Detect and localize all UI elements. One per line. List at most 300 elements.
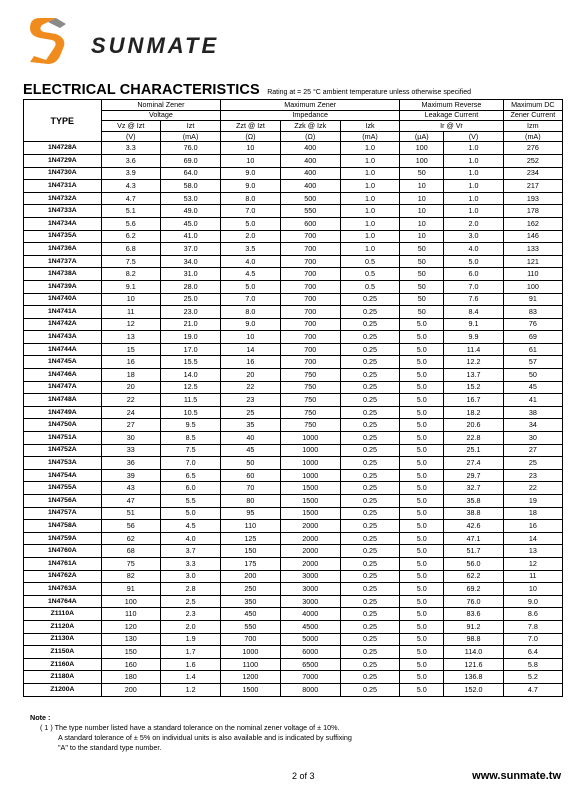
value-cell: 70 [221, 482, 280, 495]
value-cell: 750 [280, 394, 340, 407]
value-cell: 27 [101, 419, 160, 432]
type-cell: Z1120A [24, 620, 102, 633]
value-cell: 4.7 [503, 683, 562, 696]
value-cell: 5.0 [400, 595, 444, 608]
value-cell: 5000 [280, 633, 340, 646]
value-cell: 1.0 [340, 142, 399, 155]
value-cell: 22.8 [444, 432, 503, 445]
type-cell: 1N4754A [24, 469, 102, 482]
value-cell: 82 [101, 570, 160, 583]
value-cell: 22 [503, 482, 562, 495]
value-cell: 100 [400, 154, 444, 167]
value-cell: 5.0 [400, 633, 444, 646]
value-cell: 10 [221, 154, 280, 167]
table-row [24, 608, 563, 621]
value-cell: 0.25 [340, 646, 399, 659]
value-cell: 0.25 [340, 570, 399, 583]
value-cell: 3.5 [221, 243, 280, 256]
value-cell: 1.0 [444, 154, 503, 167]
unit-header: (µA) [400, 131, 444, 142]
value-cell: 200 [101, 683, 160, 696]
value-cell: 7000 [280, 671, 340, 684]
table-body [24, 142, 563, 696]
value-cell: 1.0 [340, 154, 399, 167]
value-cell: 5.1 [101, 205, 160, 218]
type-cell: 1N4758A [24, 520, 102, 533]
value-cell: 500 [280, 192, 340, 205]
value-cell: 350 [221, 595, 280, 608]
type-cell: 1N4734A [24, 217, 102, 230]
value-cell: 30 [101, 432, 160, 445]
value-cell: 1200 [221, 671, 280, 684]
value-cell: 0.25 [340, 356, 399, 369]
type-cell: 1N4743A [24, 331, 102, 344]
value-cell: 5.0 [400, 343, 444, 356]
type-header: TYPE [24, 100, 102, 142]
value-cell: 10 [400, 180, 444, 193]
value-cell: 39 [101, 469, 160, 482]
value-cell: 31.0 [160, 268, 220, 281]
value-cell: 57 [503, 356, 562, 369]
value-cell: 14 [503, 532, 562, 545]
value-cell: 18 [101, 369, 160, 382]
type-cell: 1N4728A [24, 142, 102, 155]
value-cell: 110 [503, 268, 562, 281]
value-cell: 5.0 [400, 646, 444, 659]
value-cell: 18 [503, 507, 562, 520]
value-cell: 3000 [280, 595, 340, 608]
value-cell: 150 [221, 545, 280, 558]
value-cell: 0.25 [340, 557, 399, 570]
value-cell: 4.0 [160, 532, 220, 545]
value-cell: 7.0 [221, 293, 280, 306]
value-cell: 12 [503, 557, 562, 570]
table-row [24, 671, 563, 684]
value-cell: 2.0 [221, 230, 280, 243]
table-row [24, 545, 563, 558]
value-cell: 5.0 [400, 683, 444, 696]
value-cell: 5.0 [400, 369, 444, 382]
value-cell: 25.1 [444, 444, 503, 457]
value-cell: 0.25 [340, 683, 399, 696]
value-cell: 1.0 [340, 230, 399, 243]
value-cell: 1000 [221, 646, 280, 659]
value-cell: 1100 [221, 658, 280, 671]
value-cell: 18.2 [444, 406, 503, 419]
value-cell: 20 [221, 369, 280, 382]
value-cell: 64.0 [160, 167, 220, 180]
value-cell: 10 [221, 331, 280, 344]
table-row [24, 457, 563, 470]
value-cell: 1.0 [340, 217, 399, 230]
value-cell: 750 [280, 419, 340, 432]
value-cell: 50 [400, 243, 444, 256]
value-cell: 0.25 [340, 620, 399, 633]
value-cell: 0.25 [340, 369, 399, 382]
table-row [24, 495, 563, 508]
value-cell: 9.1 [101, 280, 160, 293]
table-row [24, 167, 563, 180]
value-cell: 3.0 [160, 570, 220, 583]
value-cell: 4.0 [221, 255, 280, 268]
value-cell: 43 [101, 482, 160, 495]
value-cell: 7.0 [160, 457, 220, 470]
value-cell: 2000 [280, 532, 340, 545]
value-cell: 1.7 [160, 646, 220, 659]
value-cell: 700 [280, 255, 340, 268]
value-cell: 130 [101, 633, 160, 646]
group-header: Maximum Zener [221, 100, 400, 111]
group-header-line2: Voltage [101, 110, 221, 121]
table-row [24, 469, 563, 482]
value-cell: 0.25 [340, 381, 399, 394]
value-cell: 62.2 [444, 570, 503, 583]
value-cell: 5.0 [400, 482, 444, 495]
table-row [24, 394, 563, 407]
value-cell: 6.4 [503, 646, 562, 659]
value-cell: 30 [503, 432, 562, 445]
value-cell: 27.4 [444, 457, 503, 470]
type-cell: Z1200A [24, 683, 102, 696]
value-cell: 1500 [221, 683, 280, 696]
note-line: ( 1 ) The type number listed have a standard tolerance on the nominal zener voltage of ± 10%. [40, 723, 340, 732]
type-cell: 1N4761A [24, 557, 102, 570]
value-cell: 9.1 [444, 318, 503, 331]
value-cell: 69.2 [444, 583, 503, 596]
table-row [24, 532, 563, 545]
value-cell: 19 [503, 495, 562, 508]
type-cell: 1N4744A [24, 343, 102, 356]
brand-name: SUNMATE [91, 33, 220, 58]
value-cell: 5.2 [503, 671, 562, 684]
value-cell: 4.3 [101, 180, 160, 193]
param-header: Izk [340, 121, 399, 132]
type-cell: 1N4741A [24, 306, 102, 319]
value-cell: 12.5 [160, 381, 220, 394]
value-cell: 750 [280, 381, 340, 394]
unit-header: (Ω) [221, 131, 280, 142]
value-cell: 69.0 [160, 154, 220, 167]
value-cell: 5.0 [400, 620, 444, 633]
value-cell: 0.25 [340, 444, 399, 457]
value-cell: 6000 [280, 646, 340, 659]
value-cell: 3.3 [101, 142, 160, 155]
value-cell: 7.0 [221, 205, 280, 218]
value-cell: 2.0 [444, 217, 503, 230]
value-cell: 1500 [280, 482, 340, 495]
value-cell: 0.25 [340, 495, 399, 508]
value-cell: 91 [503, 293, 562, 306]
value-cell: 76.0 [444, 595, 503, 608]
unit-header: (mA) [160, 131, 220, 142]
type-cell: Z1150A [24, 646, 102, 659]
value-cell: 19.0 [160, 331, 220, 344]
table-row [24, 154, 563, 167]
type-cell: 1N4742A [24, 318, 102, 331]
value-cell: 160 [101, 658, 160, 671]
value-cell: 8.4 [444, 306, 503, 319]
value-cell: 0.25 [340, 419, 399, 432]
table-row [24, 419, 563, 432]
value-cell: 1.0 [444, 180, 503, 193]
type-cell: 1N4760A [24, 545, 102, 558]
value-cell: 0.25 [340, 608, 399, 621]
param-header: Izm [503, 121, 562, 132]
value-cell: 0.25 [340, 432, 399, 445]
value-cell: 32.7 [444, 482, 503, 495]
value-cell: 5.0 [400, 469, 444, 482]
group-header: Maximum Reverse [400, 100, 503, 111]
value-cell: 25 [503, 457, 562, 470]
value-cell: 10 [400, 205, 444, 218]
section-heading [23, 81, 563, 99]
note-line: "A" to the standard type number. [58, 743, 162, 752]
type-cell: 1N4738A [24, 268, 102, 281]
value-cell: 38 [503, 406, 562, 419]
table-row [24, 683, 563, 696]
value-cell: 5.0 [400, 507, 444, 520]
type-cell: 1N4757A [24, 507, 102, 520]
value-cell: 20.6 [444, 419, 503, 432]
value-cell: 110 [221, 520, 280, 533]
table-row [24, 507, 563, 520]
table-row [24, 520, 563, 533]
value-cell: 47.1 [444, 532, 503, 545]
type-cell: 1N4759A [24, 532, 102, 545]
value-cell: 125 [221, 532, 280, 545]
type-cell: Z1180A [24, 671, 102, 684]
value-cell: 4.0 [444, 243, 503, 256]
value-cell: 76 [503, 318, 562, 331]
value-cell: 7.0 [503, 633, 562, 646]
table-row [24, 318, 563, 331]
value-cell: 550 [221, 620, 280, 633]
value-cell: 1.0 [444, 192, 503, 205]
type-cell: 1N4747A [24, 381, 102, 394]
value-cell: 700 [280, 343, 340, 356]
value-cell: 1000 [280, 457, 340, 470]
table-row [24, 646, 563, 659]
value-cell: 75 [101, 557, 160, 570]
value-cell: 9.0 [221, 167, 280, 180]
value-cell: 1500 [280, 507, 340, 520]
value-cell: 0.25 [340, 520, 399, 533]
value-cell: 16 [221, 356, 280, 369]
value-cell: 200 [221, 570, 280, 583]
sunmate-logo-icon [26, 16, 70, 66]
value-cell: 400 [280, 154, 340, 167]
value-cell: 69 [503, 331, 562, 344]
value-cell: 41 [503, 394, 562, 407]
value-cell: 750 [280, 406, 340, 419]
value-cell: 0.25 [340, 671, 399, 684]
table-row [24, 620, 563, 633]
value-cell: 9.0 [221, 318, 280, 331]
table-row [24, 142, 563, 155]
value-cell: 5.0 [400, 545, 444, 558]
value-cell: 1500 [280, 495, 340, 508]
value-cell: 1000 [280, 444, 340, 457]
value-cell: 1000 [280, 432, 340, 445]
table-row [24, 255, 563, 268]
value-cell: 252 [503, 154, 562, 167]
table-row [24, 633, 563, 646]
value-cell: 700 [280, 230, 340, 243]
value-cell: 7.5 [101, 255, 160, 268]
value-cell: 700 [280, 280, 340, 293]
group-header-line2: Zener Current [503, 110, 562, 121]
value-cell: 4.5 [160, 520, 220, 533]
value-cell: 40 [221, 432, 280, 445]
value-cell: 2.3 [160, 608, 220, 621]
type-cell: 1N4729A [24, 154, 102, 167]
value-cell: 121 [503, 255, 562, 268]
note-heading: Note : [30, 713, 51, 722]
note-line: A standard tolerance of ± 5% on individual units is also available and is indicated by suffixing [58, 733, 352, 742]
page-number: 2 of 3 [292, 771, 315, 781]
value-cell: 100 [101, 595, 160, 608]
table-row [24, 381, 563, 394]
value-cell: 700 [221, 633, 280, 646]
value-cell: 0.25 [340, 532, 399, 545]
type-cell: 1N4764A [24, 595, 102, 608]
value-cell: 50 [400, 306, 444, 319]
group-header: Nominal Zener [101, 100, 221, 111]
group-header-line2: Impedance [221, 110, 400, 121]
value-cell: 120 [101, 620, 160, 633]
value-cell: 9.0 [221, 180, 280, 193]
value-cell: 28.0 [160, 280, 220, 293]
value-cell: 50 [503, 369, 562, 382]
value-cell: 61 [503, 343, 562, 356]
value-cell: 3.3 [160, 557, 220, 570]
value-cell: 1.0 [340, 192, 399, 205]
value-cell: 13 [503, 545, 562, 558]
table-row [24, 343, 563, 356]
rating-note: Rating at = 25 °C ambient temperature unless otherwise specified [267, 89, 471, 96]
value-cell: 6.2 [101, 230, 160, 243]
value-cell: 83.6 [444, 608, 503, 621]
value-cell: 10 [101, 293, 160, 306]
value-cell: 13.7 [444, 369, 503, 382]
value-cell: 5.0 [400, 532, 444, 545]
value-cell: 23.0 [160, 306, 220, 319]
value-cell: 1.0 [340, 205, 399, 218]
value-cell: 50 [400, 255, 444, 268]
value-cell: 5.0 [400, 608, 444, 621]
website-link[interactable]: www.sunmate.tw [472, 770, 561, 782]
value-cell: 10.5 [160, 406, 220, 419]
value-cell: 5.0 [400, 570, 444, 583]
value-cell: 13 [101, 331, 160, 344]
value-cell: 5.0 [221, 217, 280, 230]
table-row [24, 180, 563, 193]
value-cell: 10 [400, 217, 444, 230]
value-cell: 0.5 [340, 268, 399, 281]
value-cell: 193 [503, 192, 562, 205]
value-cell: 16 [101, 356, 160, 369]
value-cell: 400 [280, 142, 340, 155]
value-cell: 180 [101, 671, 160, 684]
value-cell: 38.8 [444, 507, 503, 520]
value-cell: 10 [503, 583, 562, 596]
value-cell: 42.6 [444, 520, 503, 533]
value-cell: 8.0 [221, 192, 280, 205]
value-cell: 5.0 [400, 557, 444, 570]
value-cell: 68 [101, 545, 160, 558]
value-cell: 7.8 [503, 620, 562, 633]
value-cell: 700 [280, 331, 340, 344]
value-cell: 4000 [280, 608, 340, 621]
value-cell: 1.9 [160, 633, 220, 646]
param-header: Ir @ Vr [400, 121, 503, 132]
value-cell: 76.0 [160, 142, 220, 155]
value-cell: 276 [503, 142, 562, 155]
value-cell: 16 [503, 520, 562, 533]
value-cell: 5.0 [221, 280, 280, 293]
value-cell: 3.7 [160, 545, 220, 558]
value-cell: 50 [221, 457, 280, 470]
value-cell: 700 [280, 356, 340, 369]
value-cell: 22 [101, 394, 160, 407]
value-cell: 162 [503, 217, 562, 230]
value-cell: 8.0 [221, 306, 280, 319]
value-cell: 10 [400, 192, 444, 205]
value-cell: 50 [400, 293, 444, 306]
value-cell: 146 [503, 230, 562, 243]
value-cell: 0.25 [340, 293, 399, 306]
value-cell: 0.25 [340, 507, 399, 520]
value-cell: 23 [221, 394, 280, 407]
table-row [24, 658, 563, 671]
value-cell: 100 [400, 142, 444, 155]
value-cell: 9.9 [444, 331, 503, 344]
value-cell: 700 [280, 243, 340, 256]
type-cell: 1N4762A [24, 570, 102, 583]
value-cell: 700 [280, 306, 340, 319]
value-cell: 83 [503, 306, 562, 319]
value-cell: 0.25 [340, 406, 399, 419]
table-row [24, 432, 563, 445]
value-cell: 16.7 [444, 394, 503, 407]
value-cell: 234 [503, 167, 562, 180]
value-cell: 1.6 [160, 658, 220, 671]
value-cell: 400 [280, 167, 340, 180]
type-cell: 1N4737A [24, 255, 102, 268]
value-cell: 45 [221, 444, 280, 457]
value-cell: 0.25 [340, 583, 399, 596]
value-cell: 2.0 [160, 620, 220, 633]
param-header: Zzt @ Izt [221, 121, 280, 132]
table-row [24, 192, 563, 205]
type-cell: 1N4736A [24, 243, 102, 256]
value-cell: 5.0 [160, 507, 220, 520]
table-row [24, 557, 563, 570]
table-row [24, 230, 563, 243]
table-row [24, 217, 563, 230]
value-cell: 29.7 [444, 469, 503, 482]
value-cell: 2000 [280, 557, 340, 570]
value-cell: 37.0 [160, 243, 220, 256]
unit-header: (mA) [340, 131, 399, 142]
value-cell: 91 [101, 583, 160, 596]
table-row [24, 356, 563, 369]
value-cell: 700 [280, 318, 340, 331]
value-cell: 10 [221, 142, 280, 155]
type-cell: 1N4753A [24, 457, 102, 470]
value-cell: 5.6 [101, 217, 160, 230]
value-cell: 3.9 [101, 167, 160, 180]
